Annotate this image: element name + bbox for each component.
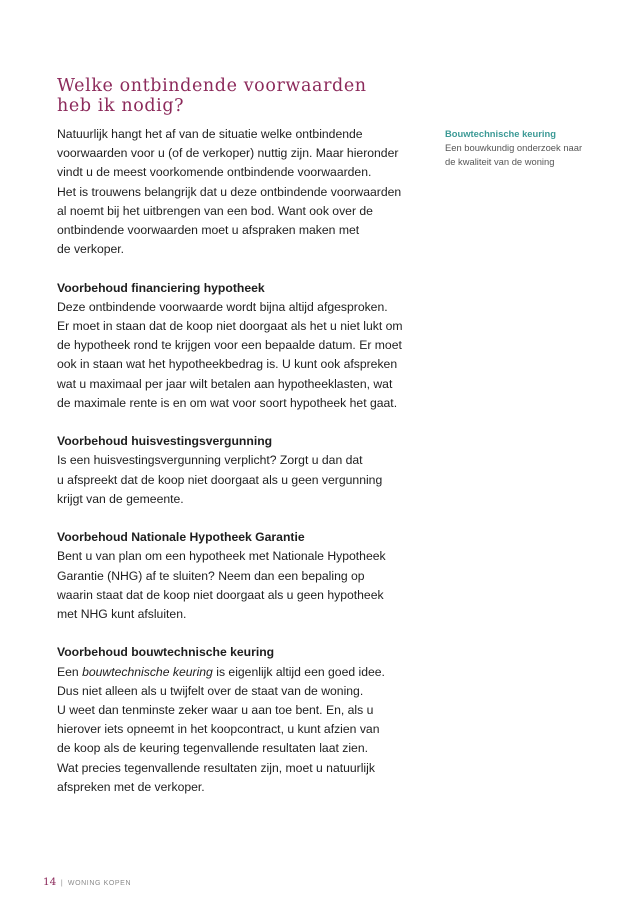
footer-separator: | <box>60 880 64 887</box>
text-fragment: Een <box>57 664 83 679</box>
text-line: met NHG kunt afsluiten. <box>57 607 187 622</box>
section-huisvestingsvergunning <box>57 432 429 509</box>
text-line: waarin staat dat de koop niet doorgaat als u geen hypotheek <box>57 587 384 602</box>
text-line: wat u maximaal per jaar wilt betalen aan hypotheeklasten, wat <box>57 376 393 391</box>
title-line: Welke ontbindende voorwaarden <box>57 76 367 96</box>
page-number: 14 <box>43 876 57 888</box>
sidebar-text-line: Een bouwkundig onderzoek naar <box>445 142 583 153</box>
text-line: de koop als de keuring tegenvallende resultaten laat zien. <box>57 741 368 756</box>
text-line: U weet dan tenminste zeker waar u aan toe bent. En, als u <box>57 703 374 718</box>
sidebar-text-line: de kwaliteit van de woning <box>445 156 555 167</box>
page-footer <box>43 876 131 888</box>
section-nhg <box>57 528 429 624</box>
main-text <box>57 125 429 797</box>
text-line: Dus niet alleen als u twijfelt over de staat van de woning. <box>57 683 364 698</box>
intro-paragraph <box>57 125 429 259</box>
glossary-term: bouwtechnische keuring <box>82 664 213 679</box>
text-line: Deze ontbindende voorwaarde wordt bijna altijd afgesproken. <box>57 299 388 314</box>
text-line <box>57 663 429 682</box>
text-line: Garantie (NHG) af te sluiten? Neem dan een bepaling op <box>57 568 365 583</box>
paragraph-gap <box>57 509 429 528</box>
text-line: krijgt van de gemeente. <box>57 491 184 506</box>
text-line: Natuurlijk hangt het af van de situatie welke ontbindende <box>57 127 363 141</box>
text-line: voorwaarden voor u (of de verkoper) nuttig zijn. Maar hieronder <box>57 146 399 161</box>
sidebar-title: Bouwtechnische keuring <box>445 128 556 139</box>
text-line: de maximale rente is en om wat voor soort hypotheek het gaat. <box>57 395 398 410</box>
text-line: Er moet in staan dat de koop niet doorgaat als het u niet lukt om <box>57 319 403 334</box>
section-financiering <box>57 279 429 413</box>
section-heading: Voorbehoud Nationale Hypotheek Garantie <box>57 530 305 545</box>
section-heading: Voorbehoud financiering hypotheek <box>57 280 265 295</box>
text-line: de hypotheek rond te krijgen voor een bepaalde datum. Er moet <box>57 338 402 353</box>
text-fragment: is eigenlijk altijd een goed idee. <box>212 664 385 679</box>
text-line: Bent u van plan om een hypotheek met Nationale Hypotheek <box>57 549 386 564</box>
page-title <box>57 76 417 116</box>
title-line: heb ik nodig? <box>57 96 185 116</box>
sidebar-glossary-note <box>445 127 615 169</box>
paragraph-gap <box>57 624 429 643</box>
text-line: u afspreekt dat de koop niet doorgaat als u geen vergunning <box>57 472 383 487</box>
text-line: Wat precies tegenvallende resultaten zijn, moet u natuurlijk <box>57 760 375 775</box>
text-line: ontbindende voorwaarden moet u afspraken maken met <box>57 223 360 238</box>
text-line: de verkoper. <box>57 242 125 257</box>
text-line: hierover iets opneemt in het koopcontract, u kunt afzien van <box>57 722 380 737</box>
paragraph-gap <box>57 413 429 432</box>
footer-label: WONING KOPEN <box>67 880 132 887</box>
text-line: Is een huisvestingsvergunning verplicht? Zorgt u dan dat <box>57 453 363 468</box>
text-line: afspreken met de verkoper. <box>57 779 205 794</box>
section-heading: Voorbehoud huisvestingsvergunning <box>57 434 273 449</box>
text-line: al noemt bij het uitbrengen van een bod. Want ook over de <box>57 203 373 218</box>
text-line: vindt u de meest voorkomende ontbindende voorwaarden. <box>57 165 372 180</box>
paragraph-gap <box>57 259 429 278</box>
section-heading: Voorbehoud bouwtechnische keuring <box>57 645 275 660</box>
section-bouwtechnische-keuring <box>57 643 429 797</box>
text-line: Het is trouwens belangrijk dat u deze ontbindende voorwaarden <box>57 184 402 199</box>
text-line: ook in staan wat het hypotheekbedrag is. U kunt ook afspreken <box>57 357 398 372</box>
